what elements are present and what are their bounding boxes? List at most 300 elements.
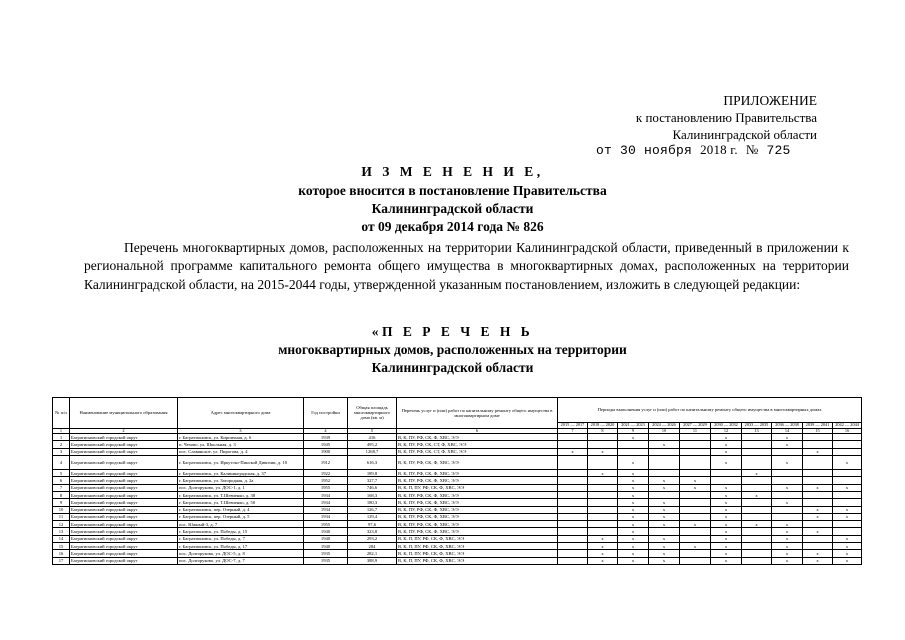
period-mark-cell [558, 477, 588, 484]
houses-table [52, 397, 862, 565]
table-row [53, 506, 862, 513]
municipality-cell: Багратионовский городской округ [70, 543, 178, 550]
row-number: 1 [53, 434, 70, 441]
period-mark-cell: x [711, 448, 742, 455]
period-mark-cell: x [618, 506, 649, 513]
works-cell: В, К, ПУ, РФ, СК, Ф, ХВС, Э/Э [397, 513, 558, 520]
date-year: 2018 г. [700, 142, 738, 157]
period-header: 2039 — 2041 [803, 423, 833, 429]
address-cell: г. Багратионовск, ул. Победы, д. 15 [178, 528, 304, 535]
address-cell: г. Багратионовск, ул. Т.Шевченко, д. 38 [178, 491, 304, 498]
year-built-cell: 1939 [304, 434, 348, 441]
row-number: 8 [53, 491, 70, 498]
period-mark-cell: x [618, 477, 649, 484]
period-mark-cell: x [711, 484, 742, 491]
works-cell: В, К, П, ПУ, РФ, СК, Ф, ХВС, Э/Э [397, 484, 558, 491]
period-mark-cell: x [618, 535, 649, 542]
period-mark-cell: x [680, 477, 711, 484]
period-header: 2024 — 2026 [649, 423, 680, 429]
period-header: 2036 — 2038 [772, 423, 803, 429]
period-mark-cell [558, 550, 588, 557]
column-number: 10 [649, 428, 680, 434]
table-body [53, 428, 862, 564]
period-header: 2042 — 2044 [833, 423, 862, 429]
address-cell: пос. Славянское, ул. Пирогова, д. 4 [178, 448, 304, 455]
table-row [53, 528, 862, 535]
header-works: Перечень услуг и (или) работ по капитальному ремонту общего имущества в многоквартирном доме [397, 398, 558, 429]
year-built-cell: 1940 [304, 535, 348, 542]
works-cell: В, К, ПУ, РФ, СК, Ф, ХВС, Э/Э [397, 434, 558, 441]
period-mark-cell: x [803, 448, 833, 455]
period-mark-cell: x [803, 550, 833, 557]
period-mark-cell [742, 528, 772, 535]
period-mark-cell: x [588, 470, 618, 477]
period-mark-cell [833, 434, 862, 441]
period-mark-cell: x [803, 484, 833, 491]
table-row [53, 513, 862, 520]
period-mark-cell [558, 434, 588, 441]
year-built-cell: 1940 [304, 528, 348, 535]
period-mark-cell [588, 477, 618, 484]
body-paragraph-text: Перечень многоквартирных домов, расположенных на территории Калининградской области, приведенный в приложении к региональной программе капитального ремонта общего имущества в многоквартирных домах, расположенных на территории Калининградской области, на 2015-2044 годы, утвержденной указанным постановлением, изложить в следующей редакции: [84, 240, 849, 292]
address-cell: г. Багратионовск, ул. Иркутско-Пинской Дивизии, д. 10 [178, 456, 304, 470]
period-mark-cell [742, 477, 772, 484]
area-cell: 189,8 [348, 470, 397, 477]
area-cell: 180,3 [348, 499, 397, 506]
list-title: «П Е Р Е Ч Е Н Ь [371, 324, 534, 339]
period-mark-cell [558, 470, 588, 477]
works-cell: В, К, П, ПУ, РФ, СК, Ф, ХВС, Э/Э [397, 543, 558, 550]
period-mark-cell [680, 491, 711, 498]
municipality-cell: Багратионовский городской округ [70, 448, 178, 455]
period-mark-cell [649, 491, 680, 498]
period-mark-cell [833, 499, 862, 506]
date-number-label: № [745, 142, 759, 157]
row-number: 6 [53, 477, 70, 484]
area-cell: 168,3 [348, 491, 397, 498]
list-title-line-2: многоквартирных домов, расположенных на территории [278, 342, 627, 357]
period-mark-cell: x [711, 550, 742, 557]
period-mark-cell [588, 441, 618, 448]
period-mark-cell [649, 448, 680, 455]
period-mark-cell [833, 491, 862, 498]
period-mark-cell: x [803, 513, 833, 520]
municipality-cell: Багратионовский городской округ [70, 484, 178, 491]
column-number: 15 [803, 428, 833, 434]
area-cell: 284 [348, 543, 397, 550]
period-header: 2030 — 2032 [711, 423, 742, 429]
period-mark-cell: x [833, 484, 862, 491]
period-mark-cell [588, 434, 618, 441]
table-row [53, 470, 862, 477]
address-cell: г. Багратионовск, ул. Калининградская, д. 37 [178, 470, 304, 477]
column-number: 6 [397, 428, 558, 434]
period-mark-cell [649, 470, 680, 477]
period-mark-cell [833, 521, 862, 528]
period-mark-cell: x [618, 456, 649, 470]
appendix-header [636, 92, 817, 143]
period-mark-cell: x [588, 550, 618, 557]
column-number: 3 [178, 428, 304, 434]
period-mark-cell [833, 441, 862, 448]
year-built-cell: 1912 [304, 456, 348, 470]
period-mark-cell [618, 441, 649, 448]
period-mark-cell: x [772, 543, 803, 550]
area-cell: 416 [348, 434, 397, 441]
works-cell: В, К, ПУ, РФ, СК, СТ, Ф, ХВС, Э/Э [397, 441, 558, 448]
period-mark-cell: x [680, 543, 711, 550]
year-built-cell: 1952 [304, 477, 348, 484]
period-mark-cell: x [711, 535, 742, 542]
table-row [53, 477, 862, 484]
column-number: 2 [70, 428, 178, 434]
address-cell: г. Багратионовск, ул. Кирпичная, д. 6 [178, 434, 304, 441]
area-cell: 126,7 [348, 506, 397, 513]
period-mark-cell [742, 506, 772, 513]
period-mark-cell [680, 470, 711, 477]
period-mark-cell: x [618, 491, 649, 498]
period-mark-cell: x [649, 521, 680, 528]
period-mark-cell [742, 448, 772, 455]
period-mark-cell [742, 499, 772, 506]
period-mark-cell [772, 448, 803, 455]
period-mark-cell: x [558, 448, 588, 455]
period-mark-cell: x [772, 434, 803, 441]
period-mark-cell [680, 456, 711, 470]
year-built-cell: 1934 [304, 499, 348, 506]
table-row [53, 456, 862, 470]
appendix-line-3: Калининградской области [672, 127, 817, 142]
table-row [53, 557, 862, 564]
municipality-cell: Багратионовский городской округ [70, 470, 178, 477]
period-mark-cell [803, 456, 833, 470]
column-number: 12 [711, 428, 742, 434]
municipality-cell: Багратионовский городской округ [70, 441, 178, 448]
period-mark-cell [833, 528, 862, 535]
period-mark-cell: x [649, 441, 680, 448]
works-cell: В, К, ПУ, РФ, СК, Ф, ХВС, Э/Э [397, 528, 558, 535]
row-number: 2 [53, 441, 70, 448]
column-number: 14 [772, 428, 803, 434]
year-built-cell: 1934 [304, 491, 348, 498]
year-built-cell: 1955 [304, 484, 348, 491]
period-mark-cell [649, 456, 680, 470]
appendix-title: ПРИЛОЖЕНИЕ [723, 93, 817, 108]
period-mark-cell: x [618, 557, 649, 564]
row-number: 17 [53, 557, 70, 564]
works-cell: В, К, П, ПУ, РФ, СК, Ф, ХВС, Э/Э [397, 535, 558, 542]
address-cell: пос. Долгоруково, ул. ДОС-7, д. 7 [178, 557, 304, 564]
period-mark-cell [833, 477, 862, 484]
period-mark-cell [772, 491, 803, 498]
table-row [53, 521, 862, 528]
row-number: 7 [53, 484, 70, 491]
period-mark-cell [742, 456, 772, 470]
period-mark-cell: x [588, 535, 618, 542]
period-mark-cell [833, 470, 862, 477]
period-mark-cell: x [618, 484, 649, 491]
period-mark-cell [680, 535, 711, 542]
area-cell: 282,1 [348, 550, 397, 557]
address-cell: пос. Южный-3, д. 7 [178, 521, 304, 528]
period-mark-cell [680, 499, 711, 506]
period-mark-cell: x [772, 550, 803, 557]
period-mark-cell [680, 448, 711, 455]
municipality-cell: Багратионовский городской округ [70, 456, 178, 470]
period-mark-cell: x [711, 521, 742, 528]
change-title: И З М Е Н Е Н И Е, [361, 164, 544, 179]
period-mark-cell [558, 535, 588, 542]
works-cell: В, К, ПУ, РФ, СК, Ф, ХВС, Э/Э [397, 456, 558, 470]
period-mark-cell: x [772, 535, 803, 542]
period-mark-cell: x [833, 513, 862, 520]
area-cell: 1268,7 [348, 448, 397, 455]
works-cell: В, К, П, ПУ, РФ, СК, Ф, ХВС, Э/Э [397, 557, 558, 564]
period-header: 2018 — 2020 [588, 423, 618, 429]
period-mark-cell [558, 513, 588, 520]
period-mark-cell: x [711, 434, 742, 441]
works-cell: В, К, ПУ, РФ, СК, Ф, ХВС, Э/Э [397, 499, 558, 506]
works-cell: В, К, ПУ, РФ, СК, Ф, ХВС, Э/Э [397, 521, 558, 528]
table-row [53, 448, 862, 455]
period-mark-cell: x [649, 535, 680, 542]
period-mark-cell [588, 513, 618, 520]
list-title-line-3: Калининградской области [371, 360, 534, 375]
period-mark-cell [803, 499, 833, 506]
date-number: 725 [766, 143, 791, 158]
period-mark-cell [680, 528, 711, 535]
period-mark-cell: x [772, 499, 803, 506]
period-mark-cell: x [711, 456, 742, 470]
period-mark-cell [742, 550, 772, 557]
municipality-cell: Багратионовский городской округ [70, 506, 178, 513]
municipality-cell: Багратионовский городской округ [70, 477, 178, 484]
period-mark-cell: x [772, 484, 803, 491]
column-number: 1 [53, 428, 70, 434]
period-mark-cell: x [803, 528, 833, 535]
row-number: 15 [53, 543, 70, 550]
body-paragraph [84, 239, 849, 294]
period-header: 2027 — 2029 [680, 423, 711, 429]
period-mark-cell [742, 557, 772, 564]
period-header: 2033 — 2035 [742, 423, 772, 429]
municipality-cell: Багратионовский городской округ [70, 434, 178, 441]
period-mark-cell [803, 477, 833, 484]
period-mark-cell: x [711, 513, 742, 520]
period-mark-cell [588, 506, 618, 513]
period-mark-cell [680, 441, 711, 448]
period-mark-cell: x [618, 550, 649, 557]
change-line-2: которое вносится в постановление Правительства [298, 183, 607, 198]
works-cell: В, К, ПУ, РФ, СК, СТ, Ф, ХВС, Э/Э [397, 448, 558, 455]
area-cell: 323,8 [348, 528, 397, 535]
header-no: № п/п [53, 398, 70, 429]
municipality-cell: Багратионовский городской округ [70, 550, 178, 557]
period-mark-cell [680, 434, 711, 441]
table-row [53, 441, 862, 448]
period-mark-cell: x [742, 521, 772, 528]
year-built-cell: 1934 [304, 506, 348, 513]
row-number: 13 [53, 528, 70, 535]
date-prefix: от [596, 143, 613, 158]
row-number: 12 [53, 521, 70, 528]
period-mark-cell: x [680, 484, 711, 491]
year-built-cell: 1934 [304, 513, 348, 520]
header-area: Общая площадь многоквартирного дома (кв. м) [348, 398, 397, 429]
period-mark-cell: x [742, 470, 772, 477]
period-mark-cell [649, 434, 680, 441]
period-mark-cell [588, 499, 618, 506]
period-mark-cell: x [649, 513, 680, 520]
period-mark-cell: x [649, 484, 680, 491]
period-mark-cell: x [711, 491, 742, 498]
municipality-cell: Багратионовский городской округ [70, 491, 178, 498]
period-mark-cell: x [833, 506, 862, 513]
period-mark-cell: x [618, 528, 649, 535]
year-built-cell: 1922 [304, 470, 348, 477]
municipality-cell: Багратионовский городской округ [70, 513, 178, 520]
period-mark-cell [803, 535, 833, 542]
row-number: 4 [53, 456, 70, 470]
period-mark-cell [558, 491, 588, 498]
address-cell: г. Багратионовск, пер. Озерный, д. 5 [178, 513, 304, 520]
period-mark-cell: x [649, 557, 680, 564]
column-number: 5 [348, 428, 397, 434]
decree-date-line [596, 142, 791, 158]
municipality-cell: Багратионовский городской округ [70, 535, 178, 542]
period-mark-cell: x [649, 506, 680, 513]
period-mark-cell [803, 434, 833, 441]
period-mark-cell: x [711, 499, 742, 506]
period-header: 2021 — 2023 [618, 423, 649, 429]
row-number: 10 [53, 506, 70, 513]
table-row [53, 550, 862, 557]
period-mark-cell [803, 543, 833, 550]
header-address: Адрес многоквартирного дома [178, 398, 304, 429]
period-mark-cell: x [772, 557, 803, 564]
period-mark-cell [803, 470, 833, 477]
period-mark-cell [588, 491, 618, 498]
address-cell: г. Багратионовск, пер. Озерный, д. 4 [178, 506, 304, 513]
period-mark-cell [803, 521, 833, 528]
period-mark-cell: x [649, 543, 680, 550]
period-mark-cell [803, 491, 833, 498]
table-row [53, 499, 862, 506]
period-mark-cell: x [833, 543, 862, 550]
period-mark-cell [558, 528, 588, 535]
year-built-cell: 1940 [304, 543, 348, 550]
area-cell: 495,2 [348, 441, 397, 448]
column-number: 13 [742, 428, 772, 434]
column-number: 16 [833, 428, 862, 434]
period-mark-cell [588, 528, 618, 535]
period-mark-cell: x [618, 543, 649, 550]
period-mark-cell [742, 543, 772, 550]
area-cell: 388,9 [348, 557, 397, 564]
table-row [53, 484, 862, 491]
period-mark-cell: x [742, 491, 772, 498]
period-mark-cell: x [618, 513, 649, 520]
column-number: 9 [618, 428, 649, 434]
header-periods: Периоды выполнения услуг и (или) работ по капитальному ремонту общего имущества в многоквартирных домах [558, 398, 862, 423]
works-cell: В, К, ПУ, РФ, СК, Ф, ХВС, Э/Э [397, 470, 558, 477]
column-number: 7 [558, 428, 588, 434]
address-cell: г. Багратионовск, ул. Загородная, д. 2а [178, 477, 304, 484]
period-mark-cell [649, 528, 680, 535]
table-row [53, 535, 862, 542]
period-mark-cell: x [618, 499, 649, 506]
column-number: 8 [588, 428, 618, 434]
period-header: 2015 — 2017 [558, 423, 588, 429]
address-cell: г. Багратионовск, ул. Победы, д. 17 [178, 543, 304, 550]
year-built-cell: 1935 [304, 550, 348, 557]
period-mark-cell: x [833, 550, 862, 557]
header-municipality: Наименование муниципального образования [70, 398, 178, 429]
municipality-cell: Багратионовский городской округ [70, 499, 178, 506]
period-mark-cell [833, 448, 862, 455]
period-mark-cell [680, 513, 711, 520]
period-mark-cell [680, 557, 711, 564]
area-cell: 616,3 [348, 456, 397, 470]
row-number: 11 [53, 513, 70, 520]
area-cell: 746,6 [348, 484, 397, 491]
period-mark-cell [558, 506, 588, 513]
period-mark-cell: x [711, 441, 742, 448]
change-line-3: Калининградской области [371, 201, 534, 216]
period-mark-cell: x [711, 557, 742, 564]
period-mark-cell: x [680, 521, 711, 528]
period-mark-cell: x [772, 456, 803, 470]
area-cell: 327,7 [348, 477, 397, 484]
period-mark-cell [558, 441, 588, 448]
works-cell: В, К, П, ПУ, РФ, СК, Ф, ХВС, Э/Э [397, 550, 558, 557]
period-mark-cell: x [772, 441, 803, 448]
period-mark-cell [711, 470, 742, 477]
table-row [53, 543, 862, 550]
period-mark-cell: x [588, 543, 618, 550]
period-mark-cell: x [618, 470, 649, 477]
period-mark-cell: x [711, 506, 742, 513]
period-mark-cell: x [772, 521, 803, 528]
period-mark-cell [558, 484, 588, 491]
row-number: 14 [53, 535, 70, 542]
period-mark-cell [558, 557, 588, 564]
period-mark-cell: x [649, 499, 680, 506]
period-mark-cell: x [618, 434, 649, 441]
municipality-cell: Багратионовский городской округ [70, 528, 178, 535]
period-mark-cell [588, 521, 618, 528]
address-cell: г. Багратионовск, ул. Победы, д. 7 [178, 535, 304, 542]
area-cell: 293,2 [348, 535, 397, 542]
houses-table-wrapper [52, 397, 862, 565]
appendix-line-2: к постановлению Правительства [635, 110, 817, 125]
period-mark-cell [588, 484, 618, 491]
table-row [53, 434, 862, 441]
period-mark-cell [618, 448, 649, 455]
period-mark-cell: x [618, 521, 649, 528]
change-line-4: от 09 декабря 2014 года № 826 [361, 219, 544, 234]
period-mark-cell [742, 535, 772, 542]
period-mark-cell: x [711, 543, 742, 550]
area-cell: 129,4 [348, 513, 397, 520]
period-mark-cell: x [588, 557, 618, 564]
period-mark-cell [680, 550, 711, 557]
row-number: 16 [53, 550, 70, 557]
period-mark-cell [680, 506, 711, 513]
period-mark-cell: x [803, 506, 833, 513]
period-mark-cell [772, 506, 803, 513]
works-cell: В, К, ПУ, РФ, СК, Ф, ХВС, Э/Э [397, 477, 558, 484]
